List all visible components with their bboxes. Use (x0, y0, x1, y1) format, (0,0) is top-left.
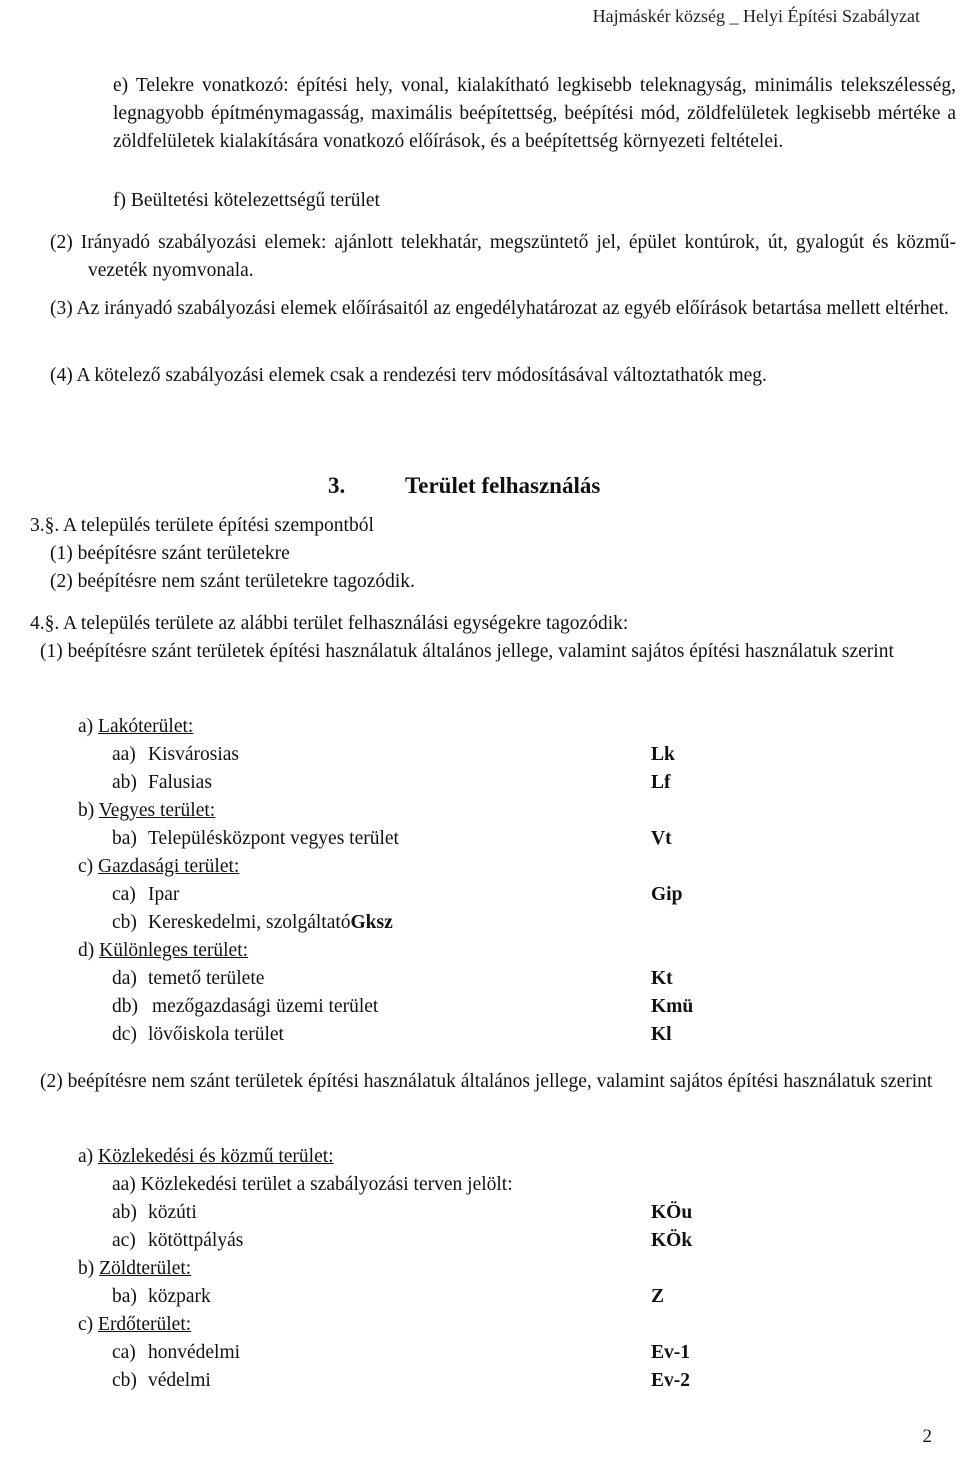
zone-code: Kmü (651, 996, 694, 1017)
page-header: Hajmáskér község _ Helyi Építési Szabályzat (592, 6, 920, 26)
section-3-item-2: (2) beépítésre nem szánt területekre tagozódik. (50, 571, 415, 592)
zone-code: Vt (651, 828, 672, 849)
zone-code: Kt (651, 968, 673, 989)
section-3-intro: 3.§. A település területe építési szempontból (30, 515, 374, 536)
section-title: Terület felhasználás (405, 473, 601, 498)
paragraph-3-text: (3) Az irányadó szabályozási elemek előírásaitól az engedélyhatározat az egyéb előírások betartása mellett eltérhet. (50, 298, 949, 319)
zone-code: Lk (651, 744, 675, 765)
list-heading-a: a) Közlekedési és közmű terület: (78, 1146, 334, 1167)
zone-code: Ev-1 (651, 1342, 690, 1363)
section-3-item-1: (1) beépítésre szánt területekre (50, 543, 290, 564)
zone-code: KÖu (651, 1202, 693, 1223)
section-4-item-1-text: (1) beépítésre szánt területek építési használatuk általános jellege, valamint sajátos építési használatuk szerint (40, 641, 894, 662)
zone-code: Gip (651, 884, 683, 905)
paragraph-2-text: (2) Irányadó szabályozási elemek: ajánlott telekhatár, megszüntető jel, épület kontúrok, út, gyalogút és közmű-vezeték nyomvonala. (50, 232, 956, 281)
section-4-intro: 4.§. A település területe az alábbi terület felhasználási egységekre tagozódik: (30, 613, 629, 634)
zone-code: Gksz (350, 912, 393, 933)
section-4-item-1 (40, 638, 956, 666)
zone-code: Z (651, 1286, 665, 1307)
section-number: 3. (328, 473, 346, 498)
item-e-paragraph: e) Telekre vonatkozó: építési hely, vonal, kialakítható legkisebb teleknagyság, minimális telekszélesség, legnagyobb építménymagasság, maximális beépítettség, beépítési mód, zöldfelületek legkisebb mértéke a zöldfelületek kialakítására vonatkozó előírások, és a beépítettség környezeti feltételei. (113, 75, 956, 152)
list-heading-b: b) Vegyes terület: (78, 800, 216, 821)
zone-code: Ev-2 (651, 1370, 690, 1391)
list-item: aa) Közlekedési terület a szabályozási terven jelölt: (112, 1174, 513, 1195)
list-heading-d: d) Különleges terület: (78, 940, 249, 961)
page-number: 2 (922, 1426, 932, 1447)
zone-code: KÖk (651, 1230, 693, 1251)
section-4-item-2-text: (2) beépítésre nem szánt területek építési használatuk általános jellege, valamint sajátos építési használatuk szerint (40, 1071, 933, 1092)
list-heading-a: a) Lakóterület: (78, 716, 194, 737)
list-heading-b: b) Zöldterület: (78, 1258, 192, 1279)
list-heading-c: c) Gazdasági terület: (78, 856, 240, 877)
paragraph-2 (50, 229, 956, 285)
paragraph-4: (4) A kötelező szabályozási elemek csak a rendezési terv módosításával változtathatók meg. (50, 365, 767, 386)
list-heading-c: c) Erdőterület: (78, 1314, 192, 1335)
zone-code: Lf (651, 772, 671, 793)
section-4-item-2 (40, 1068, 956, 1096)
item-f-paragraph: f) Beültetési kötelezettségű terület (113, 190, 380, 211)
zone-code: Kl (651, 1024, 672, 1045)
paragraph-3 (50, 295, 956, 323)
